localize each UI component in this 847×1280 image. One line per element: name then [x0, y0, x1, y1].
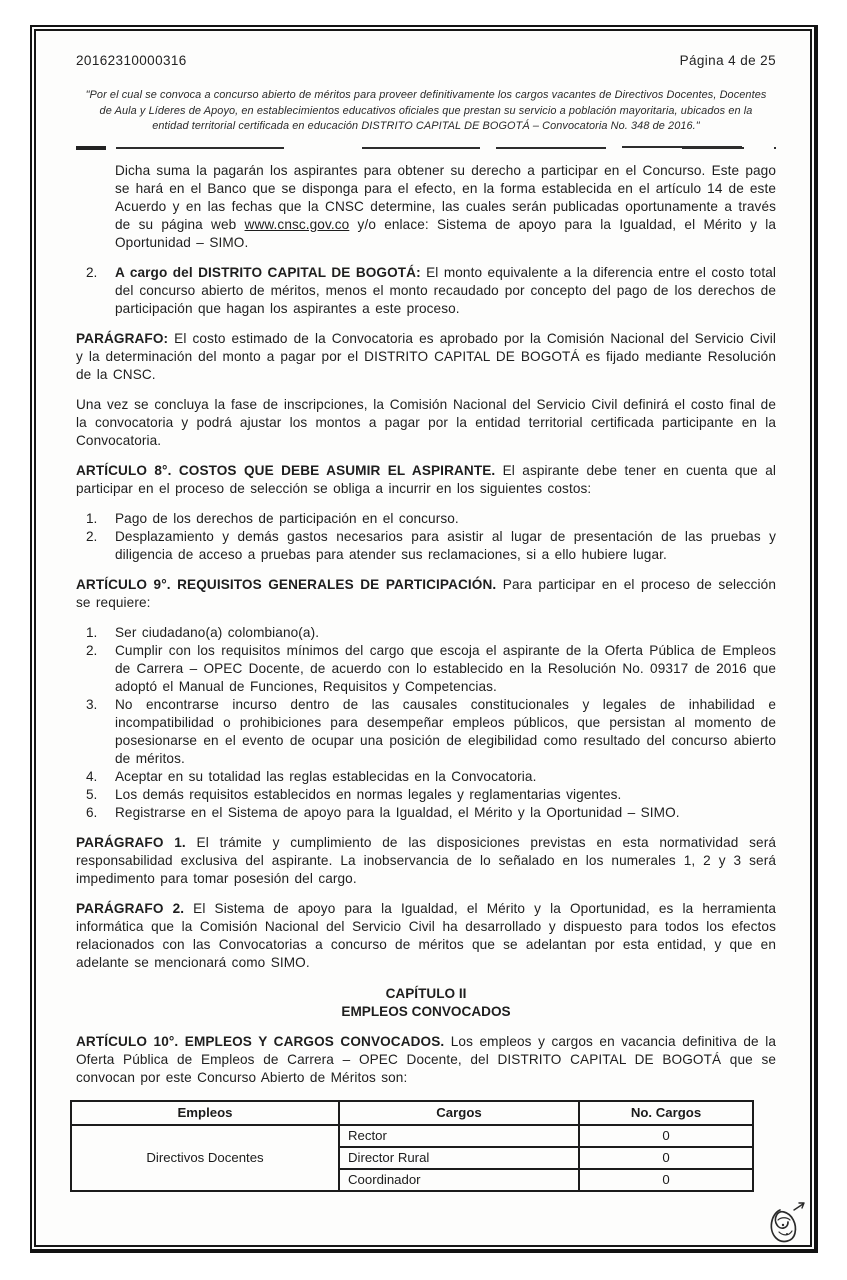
table-header-empleos: Empleos — [71, 1101, 339, 1125]
table-cell-count: 0 — [579, 1147, 753, 1169]
list-item-text: Desplazamiento y demás gastos necesarios para asistir al lugar de presentación de las pruebas y diligencia de acceso a pruebas para atender sus reclamaciones, si a ello hubiere lugar. — [115, 528, 776, 562]
table-cell-group-empleos: Directivos Docentes — [71, 1125, 339, 1191]
list-number: 2. — [86, 264, 98, 280]
list-item — [76, 804, 776, 822]
table-cell-cargo: Director Rural — [339, 1147, 579, 1169]
list-item-text: Los demás requisitos establecidos en normas legales y reglamentarias vigentes. — [115, 786, 622, 802]
signature-stamp-icon — [763, 1198, 809, 1250]
cargo-distrito-body: El monto equivalente a la diferencia entre el costo total del concurso abierto de méritos, menos el monto recaudado por concepto del pago de los derechos de participación que hagan los aspirantes a este proceso. — [115, 264, 776, 316]
articulo-9-body: Para participar en el proceso de selección se requiere: — [76, 576, 776, 610]
list-item-text: Ser ciudadano(a) colombiano(a). — [115, 624, 320, 640]
paragraph-paragrafo-2 — [76, 900, 776, 972]
paragraph-payment-info — [115, 162, 776, 252]
document-border-frame — [30, 25, 818, 1253]
articulo-9-label: ARTÍCULO 9°. REQUISITOS GENERALES DE PARTICIPACIÓN. — [76, 576, 497, 592]
paragrafo-body: El costo estimado de la Convocatoria es aprobado por la Comisión Nacional del Servicio Civil y la determinación del monto a pagar por el DISTRITO CAPITAL DE BOGOTÁ es fijado mediante Resolución de la CNSC. — [76, 330, 776, 382]
list-item-text: Registrarse en el Sistema de apoyo para la Igualdad, el Mérito y la Oportunidad – SIMO. — [115, 804, 680, 820]
table-header-row — [71, 1101, 753, 1125]
paragrafo-1-label: PARÁGRAFO 1. — [76, 834, 186, 850]
cnsc-url-link[interactable]: www.cnsc.gov.co — [244, 216, 350, 232]
list-item — [76, 510, 776, 528]
paragraph-paragrafo-1 — [76, 834, 776, 888]
paragraph-articulo-8 — [76, 462, 776, 498]
paragraph-articulo-9 — [76, 576, 776, 612]
list-item-text: No encontrarse incurso dentro de las causales constitucionales y legales de inhabilidad e incompatibilidad o prohibiciones para desempeñar empleos públicos, que persistan al momento de posesionarse en el evento de ocupar una posición de elegibilidad como resultado del concurso abierto de méritos. — [115, 696, 776, 766]
list-number: 3. — [86, 696, 98, 712]
payment-info-text-before-link: Dicha suma la pagarán los aspirantes para obtener su derecho a participar en el Concurso. Este pago se hará en el Banco que se disponga para el efecto, en la forma establecida en el artículo 14 de este Acuerdo y en las fechas que la CNSC determine, las cuales serán publicadas oportunamente a través de su página web — [115, 162, 776, 232]
paragrafo-1-body: El trámite y cumplimiento de las disposiciones previstas en esta normatividad será responsabilidad exclusiva del aspirante. La inobservancia de lo señalado en los numerales 1, 2 y 3 será impedimento para tomar posesión del cargo. — [76, 834, 776, 886]
document-header — [76, 53, 776, 68]
paragrafo-label: PARÁGRAFO: — [76, 330, 169, 346]
table-row — [71, 1125, 753, 1147]
list-number: 1. — [86, 624, 98, 640]
paragraph-paragrafo — [76, 330, 776, 384]
table-cell-cargo: Rector — [339, 1125, 579, 1147]
list-item — [76, 696, 776, 768]
empleos-convocados-table — [70, 1100, 754, 1192]
articulo-8-body: El aspirante debe tener en cuenta que al participar en el proceso de selección se obliga a incurrir en los siguientes costos: — [76, 462, 776, 496]
document-content-area — [34, 29, 812, 1247]
articulo-10-body: Los empleos y cargos en vacancia definitiva de la Oferta Pública de Empleos de Carrera – OPEC Docente, del DISTRITO CAPITAL DE BOGOTÁ que se convocan por este Concurso Abierto de Méritos son: — [76, 1033, 776, 1085]
articulo-10-label: ARTÍCULO 10°. EMPLEOS Y CARGOS CONVOCADOS. — [76, 1033, 445, 1049]
list-number: 2. — [86, 642, 98, 658]
cargo-distrito-label: A cargo del DISTRITO CAPITAL DE BOGOTÁ: — [115, 264, 421, 280]
list-item — [76, 642, 776, 696]
list-number: 1. — [86, 510, 98, 526]
list-number: 4. — [86, 768, 98, 784]
requirements-list — [76, 624, 776, 822]
list-item — [76, 768, 776, 786]
table-header-no-cargos: No. Cargos — [579, 1101, 753, 1125]
table-cell-cargo: Coordinador — [339, 1169, 579, 1191]
table-cell-count: 0 — [579, 1125, 753, 1147]
funding-list — [76, 264, 776, 318]
costs-list — [76, 510, 776, 564]
document-number: 20162310000316 — [76, 53, 187, 68]
paragrafo-2-body: El Sistema de apoyo para la Igualdad, el Mérito y la Oportunidad, es la herramienta informática que la Comisión Nacional del Servicio Civil ha desarrollado y dispuesto para todos los efectos relacionados con las Convocatorias a concurso de méritos que se adelantan por esta entidad, y que en adelante se mencionará como SIMO. — [76, 900, 776, 970]
list-item-cargo-distrito — [76, 264, 776, 318]
page-indicator: Página 4 de 25 — [679, 53, 776, 68]
paragraph-una-vez: Una vez se concluya la fase de inscripciones, la Comisión Nacional del Servicio Civil definirá el costo final de la convocatoria y podrá ajustar los montos a pagar por la entidad territorial certificada participante en la Convocatoria. — [76, 396, 776, 448]
paragrafo-2-label: PARÁGRAFO 2. — [76, 900, 185, 916]
chapter-subtitle: EMPLEOS CONVOCADOS — [341, 1003, 511, 1019]
list-item-text: Aceptar en su totalidad las reglas establecidas en la Convocatoria. — [115, 768, 537, 784]
list-item-text — [115, 264, 776, 318]
chapter-title: CAPÍTULO II — [385, 985, 467, 1001]
header-divider-line — [76, 146, 776, 150]
paragraph-articulo-10 — [76, 1033, 776, 1087]
list-number: 6. — [86, 804, 98, 820]
list-item — [76, 528, 776, 564]
list-item-text: Cumplir con los requisitos mínimos del cargo que escoja el aspirante de la Oferta Pública de Empleos de Carrera – OPEC Docente, de acuerdo con lo establecido en la Resolución No. 09317 de 2016 que adoptó el Manual de Funciones, Requisitos y Competencias. — [115, 642, 776, 694]
list-item — [76, 624, 776, 642]
list-number: 5. — [86, 786, 98, 802]
convocatoria-header-quote: "Por el cual se convoca a concurso abierto de méritos para proveer definitivamente los cargos vacantes de Directivos Docentes, Docentes de Aula y Líderes de Apoyo, en establecimientos educativos oficiales que prestan su servicio a población mayoritaria, ubicados en la entidad territorial certificada en educación DISTRITO CAPITAL DE BOGOTÁ – Convocatoria No. 348 de 2016." — [85, 89, 767, 133]
list-item — [76, 786, 776, 804]
articulo-8-label: ARTÍCULO 8°. COSTOS QUE DEBE ASUMIR EL ASPIRANTE. — [76, 462, 496, 478]
payment-info-text-after-link: y/o enlace: Sistema de apoyo para la Igualdad, el Mérito y la Oportunidad – SIMO. — [115, 216, 776, 250]
list-item-text: Pago de los derechos de participación en el concurso. — [115, 510, 459, 526]
table-cell-count: 0 — [579, 1169, 753, 1191]
list-number: 2. — [86, 528, 98, 544]
table-header-cargos: Cargos — [339, 1101, 579, 1125]
